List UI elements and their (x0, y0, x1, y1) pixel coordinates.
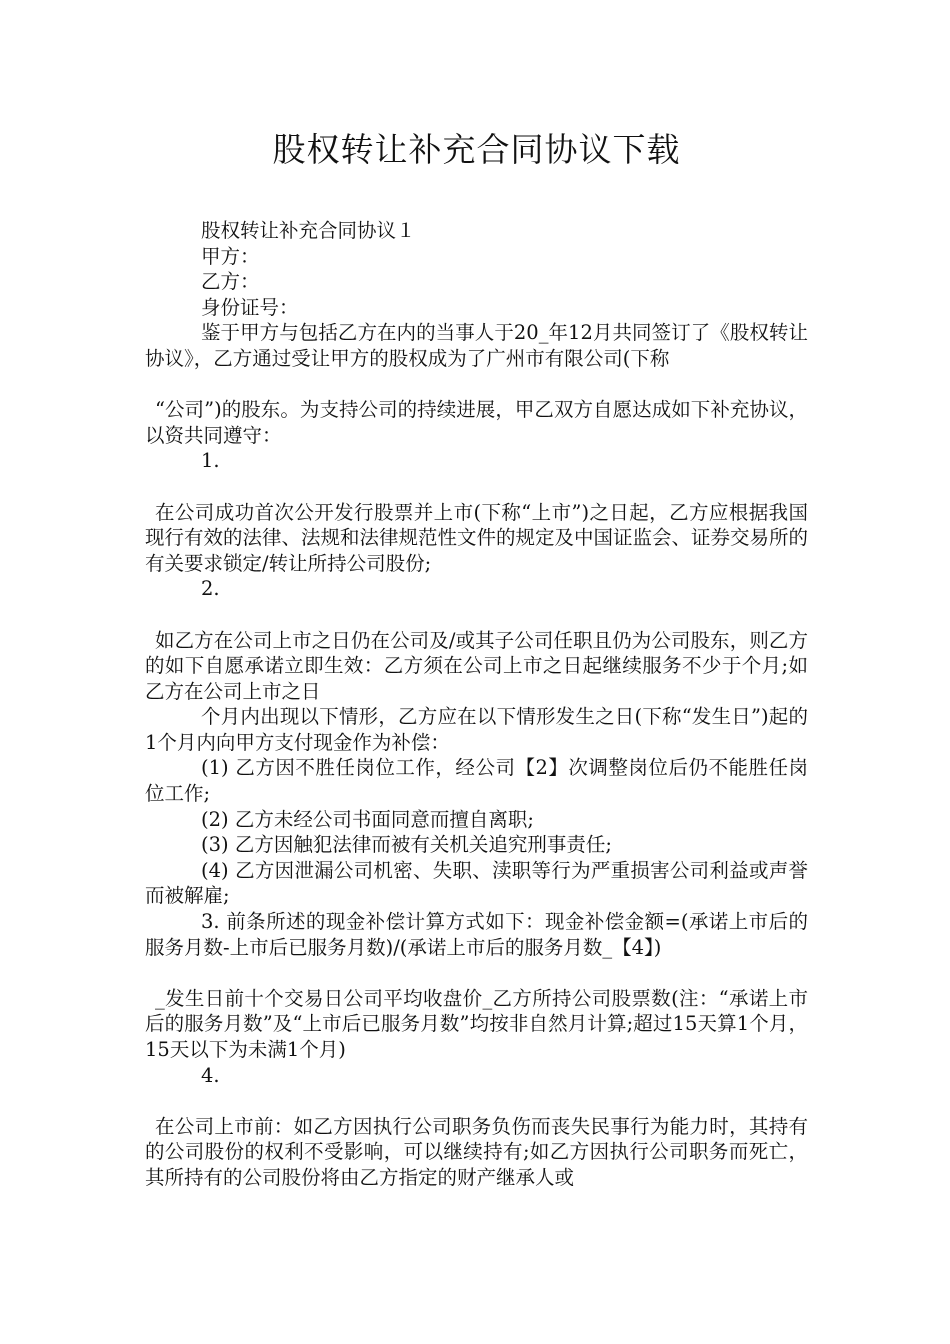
party-a-line: 甲方： (201, 244, 260, 268)
preamble-paragraph: 鉴于甲方与包括乙方在内的当事人于20_年12月共同签订了《股权转让协议》，乙方通过受让甲方的股权成为了广州市有限公司(下称 (145, 321, 808, 370)
agreement-subtitle: 股权转让补充合同协议１ (201, 219, 416, 242)
clause-2-item-4: (4) 乙方因泄漏公司机密、失职、渎职等行为严重损害公司利益或声誉而被解雇; (145, 858, 808, 908)
clause-1-text: 在公司成功首次公开发行股票并上市(下称“上市”)之日起，乙方应根据我国现行有效的法律、法规和法律规范性文件的规定及中国证监会、证券交易所的有关要求锁定/转让所持公司股份; (145, 500, 809, 575)
id-number-line: 身份证号： (201, 295, 299, 319)
clause-3-continuation: _发生日前十个交易日公司平均收盘价_乙方所持公司股票数(注：“承诺上市后的服务月数”及“上市后已服务月数”均按非自然月计算;超过15天算1个月，15天以下为未满1个月) (145, 986, 808, 1061)
clause-4-text: 在公司上市前：如乙方因执行公司职务负伤而丧失民事行为能力时，其持有的公司股份的权利不受影响，可以继续持有;如乙方因执行公司职务而死亡，其所持有的公司股份将由乙方指定的财产继承人或 (145, 1114, 808, 1189)
blank-line (145, 372, 808, 398)
clause-2-item-1: (1) 乙方因不胜任岗位工作，经公司【2】次调整岗位后仍不能胜任岗位工作; (145, 756, 808, 806)
clause-2-item-2: (2) 乙方未经公司书面同意而擅自离职; (201, 807, 534, 831)
blank-line (145, 960, 808, 986)
clause-3-text: 3. 前条所述的现金补偿计算方式如下：现金补偿金额=(承诺上市后的服务月数-上市后已服务月数)/(承诺上市后的服务月数_【4】) (145, 910, 808, 959)
preamble-continuation: “公司”)的股东。为支持公司的持续进展，甲乙双方自愿达成如下补充协议，以资共同遵守： (145, 398, 808, 447)
clause-2-continuation: 个月内出现以下情形，乙方应在以下情形发生之日(下称“发生日”)起的1个月内向甲方支付现金作为补偿： (145, 705, 808, 754)
blank-line (145, 602, 808, 628)
clause-2-text: 如乙方在公司上市之日仍在公司及/或其子公司任职且仍为公司股东，则乙方的如下自愿承诺立即生效：乙方须在公司上市之日起继续服务不少于个月;如乙方在公司上市之日 (145, 628, 808, 703)
clause-4-number: 4. (201, 1063, 220, 1087)
blank-line (145, 474, 808, 500)
clause-2-number: 2. (201, 577, 220, 601)
document-body (145, 218, 808, 1191)
clause-1-number: 1. (201, 449, 220, 473)
document-title: 股权转让补充合同协议下载 (272, 130, 681, 169)
party-b-line: 乙方： (201, 270, 260, 294)
clause-2-item-3: (3) 乙方因触犯法律而被有关机关追究刑事责任; (201, 833, 612, 857)
blank-line (145, 1088, 808, 1114)
